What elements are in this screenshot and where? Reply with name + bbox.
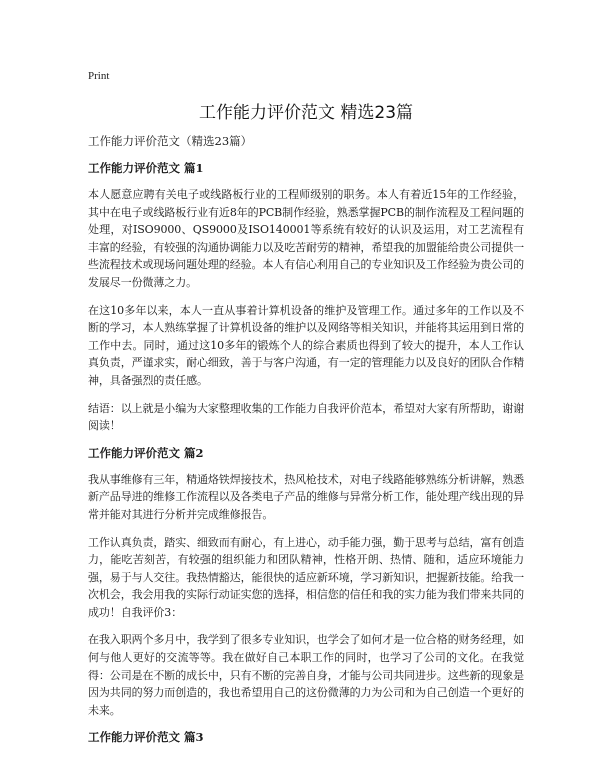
section-heading: 工作能力评价范文 篇3 xyxy=(88,730,204,745)
section-2 xyxy=(88,445,524,720)
document-subtitle: 工作能力评价范文（精选23篇） xyxy=(88,134,253,148)
paragraph: 在这10多年以来，本人一直从事着计算机设备的维护及管理工作。通过多年的工作以及不断的学习，本人熟练掌握了计算机设备的维护以及网络等相关知识，并能将其运用到日常的工作中去。同时，通过这10多年的锻炼个人的综合素质也得到了较大的提升，本人工作认真负责，严谨求实，耐心细致，善于与客户沟通，有一定的管理能力以及良好的团队合作精神，具备强烈的责任感。 xyxy=(88,303,524,387)
paragraph: 工作认真负责，踏实、细致而有耐心，有上进心，动手能力强，勤于思考与总结，富有创造力，能吃苦刻苦，有较强的组织能力和团队精神，性格开朗、热情、随和，适应环境能力强，易于与人交往。我热情豁达，能很快的适应新环境，学习新知识，把握新技能。给我一次机会，我会用我的实际行动证实您的选择，相信您的信任和我的实力能为我们带来共同的成功！自我评价3： xyxy=(88,535,524,619)
paragraph: 结语：以上就是小编为大家整理收集的工作能力自我评价范本，希望对大家有所帮助，谢谢阅读！ xyxy=(88,401,524,433)
page-title: 工作能力评价范文 精选23篇 xyxy=(198,103,414,123)
section-heading: 工作能力评价范文 篇2 xyxy=(88,445,204,460)
paragraph: 我从事维修有三年，精通烙铁焊接技术，热风枪技术，对电子线路能够熟练分析讲解，熟悉新产品导进的维修工作流程以及各类电子产品的维修与异常分析工作，能处理产线出现的异常并能对其进行分析并完成维修报告。 xyxy=(88,472,524,521)
section-heading: 工作能力评价范文 篇1 xyxy=(88,161,204,175)
document-content xyxy=(88,160,524,755)
section-3 xyxy=(88,729,524,745)
section-1 xyxy=(88,160,524,435)
paragraph: 在我入职两个多月中，我学到了很多专业知识，也学会了如何才是一位合格的财务经理，如何与他人更好的交流等等。我在做好自己本职工作的同时，也学习了公司的文化。在我觉得：公司是在不断的成长中，只有不断的完善自身，才能与公司共同进步。这些新的现象是因为共同的努力而创造的，我也希望用自己的这份微薄的力为公司和为自己创造一个更好的未来。 xyxy=(88,633,524,717)
print-link[interactable]: Print xyxy=(88,70,110,82)
paragraph: 本人愿意应聘有关电子或线路板行业的工程师级别的职务。本人有着近15年的工作经验，其中在电子或线路板行业有近8年的PCB制作经验，熟悉掌握PCB的制作流程及工程问题的处理，对ISO9000、QS9000及ISO140001等系统有较好的认识及运用，对工艺流程有丰富的经验，有较强的沟通协调能力以及吃苦耐劳的精神，希望我的加盟能给贵公司提供一些流程技术或现场问题处理的经验。本人有信心利用自己的专业知识及工作经验为贵公司的发展尽一份微薄之力。 xyxy=(88,188,524,289)
